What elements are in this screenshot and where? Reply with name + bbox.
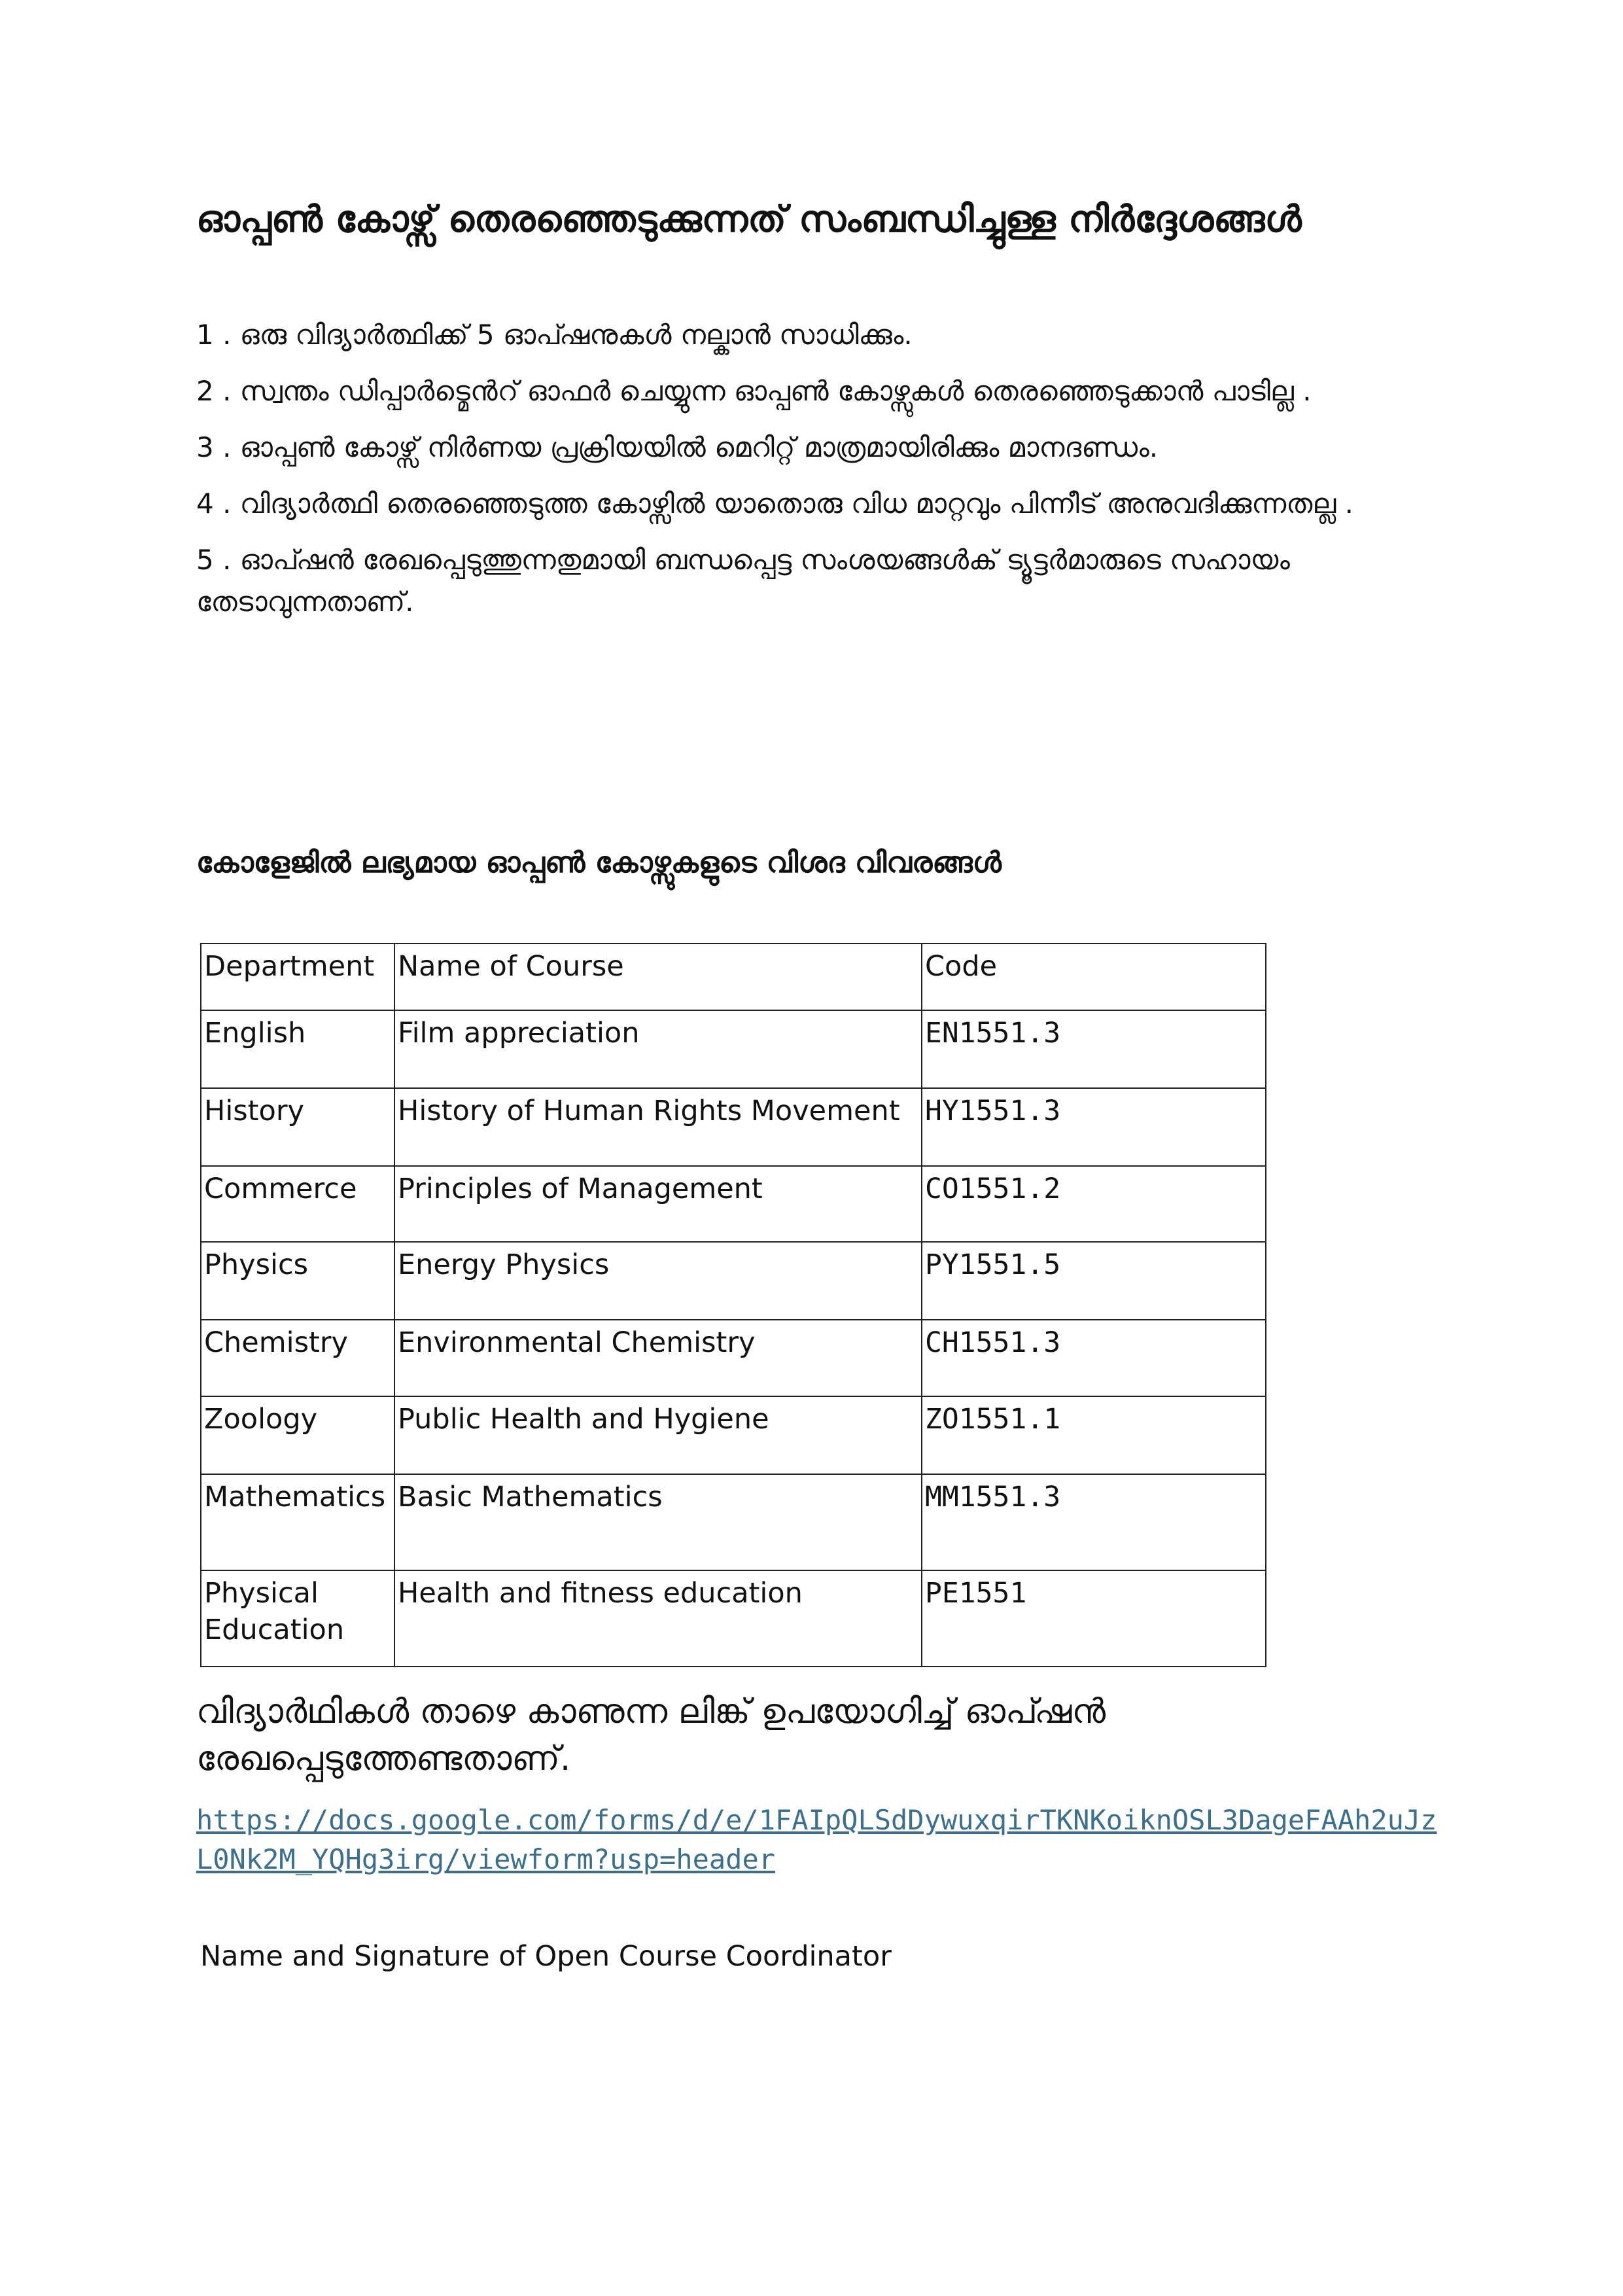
link-instruction: വിദ്യാർഥികൾ താഴെ കാണുന്ന ലിങ്ക് ഉപയോഗിച്ച് ഓപ്ഷൻ രേഖപ്പെടുത്തേണ്ടതാണ്.: [196, 1692, 1106, 1778]
department-cell: Physical Education: [201, 1570, 394, 1667]
table-row: [201, 1242, 1266, 1320]
rules-list: [196, 314, 1439, 637]
course-code-cell: ZO1551.1: [922, 1396, 1266, 1474]
column-header-course-name: Name of Course: [394, 944, 922, 1010]
department-cell: Zoology: [201, 1396, 394, 1474]
table-row: [201, 1474, 1266, 1570]
department-cell: Mathematics: [201, 1474, 394, 1570]
rule-item: 1 . ഒരു വിദ്യാർത്ഥിക്ക് 5 ഓപ്ഷനുകൾ നല്കാൻ സാധിക്കും.: [196, 319, 913, 351]
page-title: ഓപ്പൺ കോഴ്സ് തെരഞ്ഞെടുക്കുന്നത് സംബന്ധിച്ചുള്ള നിർദ്ദേശങ്ങൾ: [196, 198, 1302, 241]
department-cell: Chemistry: [201, 1320, 394, 1396]
coordinator-signature-label: Name and Signature of Open Course Coordinator: [200, 1940, 892, 1973]
rule-item: 2 . സ്വന്തം ഡിപ്പാർട്മെൻറ് ഓഫർ ചെയ്യുന്ന ഓപ്പൺ കോഴ്സുകൾ തെരഞ്ഞെടുക്കാൻ പാടില്ല .: [196, 375, 1312, 407]
course-code-cell: HY1551.3: [922, 1088, 1266, 1166]
table-row: [201, 1320, 1266, 1396]
section-heading: കോളേജിൽ ലഭ്യമായ ഓപ്പൺ കോഴ്സുകളുടെ വിശദ വിവരങ്ങൾ: [196, 846, 1002, 879]
column-header-department: Department: [201, 944, 394, 1010]
open-courses-table: [200, 943, 1266, 1667]
table-row: [201, 1088, 1266, 1166]
table-header-row: [201, 944, 1266, 1010]
course-name-cell: Basic Mathematics: [394, 1474, 922, 1570]
department-cell: English: [201, 1010, 394, 1088]
table-row: [201, 1166, 1266, 1242]
course-name-cell: Public Health and Hygiene: [394, 1396, 922, 1474]
rule-item: 4 . വിദ്യാർത്ഥി തെരഞ്ഞെടുത്ത കോഴ്സിൽ യാതൊരു വിധ മാറ്റവും പിന്നീട് അനുവദിക്കുന്നതല്ല .: [196, 487, 1353, 520]
course-code-cell: PY1551.5: [922, 1242, 1266, 1320]
column-header-code: Code: [922, 944, 1266, 1010]
department-cell: History: [201, 1088, 394, 1166]
table-row: [201, 1570, 1266, 1667]
course-name-cell: Health and fitness education: [394, 1570, 922, 1667]
department-cell: Commerce: [201, 1166, 394, 1242]
rule-item: 5 . ഓപ്ഷൻ രേഖപ്പെടുത്തുന്നതുമായി ബന്ധപ്പെട്ട സംശയങ്ങൾക് ട്യൂട്ടർമാരുടെ സഹായം തേടാവുന്നതാണ്.: [196, 544, 1290, 618]
rule-item: 3 . ഓപ്പൺ കോഴ്സ് നിർണയ പ്രക്രിയയിൽ മെറിറ്റ് മാത്രമായിരിക്കും മാനദണ്ഡം.: [196, 431, 1159, 463]
course-code-cell: EN1551.3: [922, 1010, 1266, 1088]
course-name-cell: Environmental Chemistry: [394, 1320, 922, 1396]
google-form-link[interactable]: https://docs.google.com/forms/d/e/1FAIpQLSdDywuxqirTKNKoiknOSL3DageFAAh2uJzL0Nk2M_YQHg3irg/viewform?usp=header: [196, 1804, 1437, 1875]
course-name-cell: Energy Physics: [394, 1242, 922, 1320]
course-name-cell: Principles of Management: [394, 1166, 922, 1242]
course-code-cell: PE1551: [922, 1570, 1266, 1667]
course-code-cell: CO1551.2: [922, 1166, 1266, 1242]
table-row: [201, 1396, 1266, 1474]
course-code-cell: CH1551.3: [922, 1320, 1266, 1396]
department-cell: Physics: [201, 1242, 394, 1320]
table-row: [201, 1010, 1266, 1088]
course-name-cell: Film appreciation: [394, 1010, 922, 1088]
course-code-cell: MM1551.3: [922, 1474, 1266, 1570]
course-name-cell: History of Human Rights Movement: [394, 1088, 922, 1166]
